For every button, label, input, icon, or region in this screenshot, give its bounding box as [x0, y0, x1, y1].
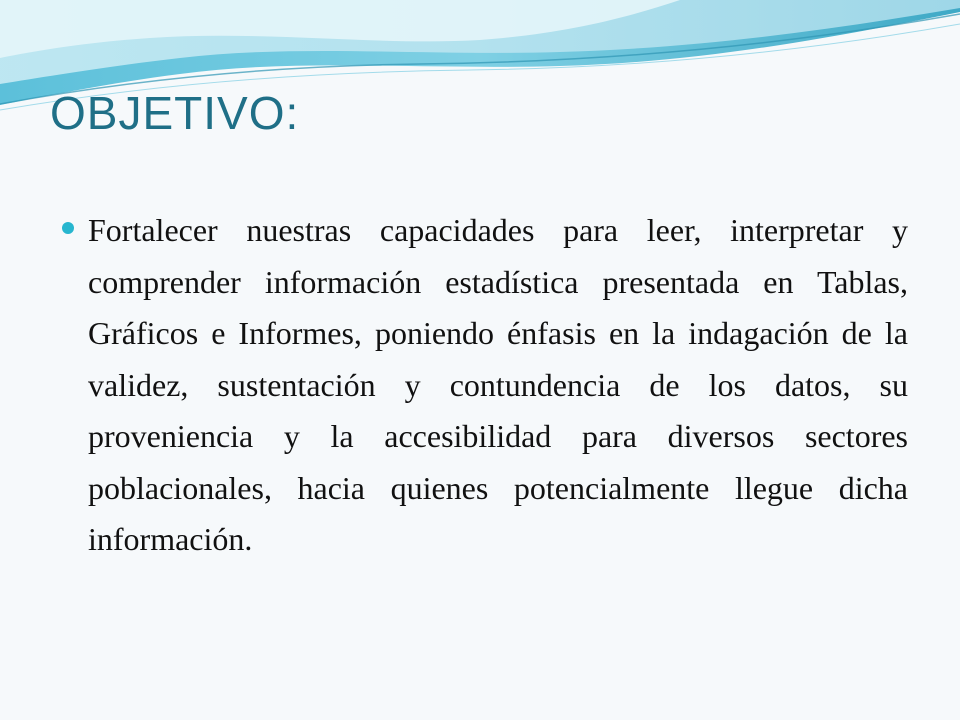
bullet-item — [60, 205, 908, 566]
slide-title: OBJETIVO: — [50, 87, 300, 139]
bullet-text: Fortalecer nuestras capacidades para leer, interpretar y comprender información estadística presentada en Tablas, Gráficos e Informes, poniendo énfasis en la indagación de la validez, sustentación y contundencia de los datos, su proveniencia y la accesibilidad para diversos sectores poblacionales, hacia quienes potencialmente llegue dicha información. — [88, 212, 908, 557]
bullet-dot-icon — [62, 222, 74, 234]
bullet-list — [60, 205, 908, 566]
